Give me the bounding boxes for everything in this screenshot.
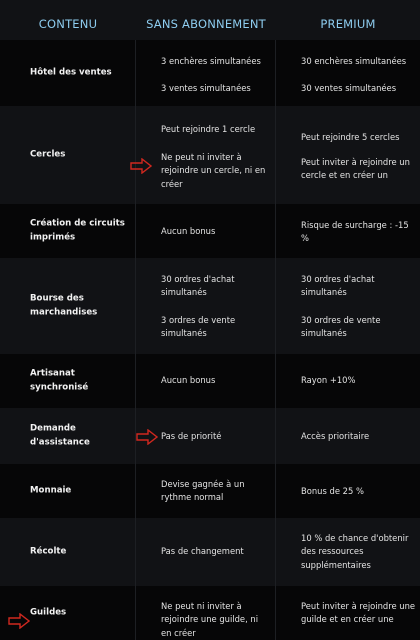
row-label: Cercles bbox=[30, 149, 66, 160]
column-header-content: CONTENU bbox=[38, 17, 98, 31]
premium-text: 30 ventes simultanées bbox=[301, 83, 397, 93]
table-row bbox=[0, 258, 420, 354]
free-text: Devise gagnée à un rythme normal bbox=[161, 479, 245, 503]
row-label: Artisanat synchronisé bbox=[30, 368, 89, 392]
free-cell bbox=[136, 258, 276, 354]
premium-cell bbox=[276, 106, 418, 204]
free-text: 30 ordres d'achat simultanés bbox=[161, 274, 235, 298]
row-label: Création de circuits imprimés bbox=[30, 218, 125, 242]
free-text: 3 ventes simultanées bbox=[161, 83, 251, 93]
row-label: Bourse des marchandises bbox=[30, 293, 98, 317]
free-text: Pas de changement bbox=[161, 546, 244, 556]
premium-text: 30 ordres de vente simultanés bbox=[301, 315, 381, 339]
premium-text: Accès prioritaire bbox=[301, 431, 370, 441]
table-header bbox=[0, 0, 420, 40]
column-header-premium: PREMIUM bbox=[320, 17, 376, 31]
premium-text: 30 ordres d'achat simultanés bbox=[301, 274, 375, 298]
row-label: Guildes bbox=[30, 607, 67, 618]
table-row bbox=[0, 464, 420, 518]
row-label: Monnaie bbox=[30, 485, 72, 496]
premium-text: Peut rejoindre 5 cercles bbox=[301, 132, 400, 142]
arrow-right-outline-icon bbox=[8, 613, 30, 629]
row-label: Récolte bbox=[30, 546, 67, 557]
table-row bbox=[0, 106, 420, 204]
premium-text: Peut inviter à rejoindre une guilde et en créer une bbox=[301, 601, 416, 625]
premium-text: 30 enchères simultanées bbox=[301, 56, 407, 66]
column-header-free: SANS ABONNEMENT bbox=[146, 17, 266, 31]
free-cell bbox=[136, 518, 276, 586]
free-text: Aucun bonus bbox=[161, 226, 216, 236]
free-text: Aucun bonus bbox=[161, 375, 216, 385]
free-text: Ne peut ni inviter à rejoindre une guilde, ni en créer bbox=[161, 601, 259, 638]
premium-text: Bonus de 25 % bbox=[301, 486, 364, 496]
table-row bbox=[0, 204, 420, 258]
premium-cell bbox=[276, 464, 418, 518]
premium-cell bbox=[276, 408, 418, 464]
row-label-cell bbox=[4, 586, 136, 640]
row-label-cell bbox=[4, 354, 136, 408]
free-cell bbox=[136, 464, 276, 518]
free-cell bbox=[136, 106, 276, 204]
premium-text: Peut inviter à rejoindre un cercle et en créer un bbox=[301, 157, 410, 181]
premium-cell bbox=[276, 586, 418, 640]
premium-cell bbox=[276, 258, 418, 354]
row-label-cell bbox=[4, 106, 136, 204]
table-row bbox=[0, 518, 420, 586]
free-cell bbox=[136, 408, 276, 464]
table-row bbox=[0, 408, 420, 464]
row-label-cell bbox=[4, 518, 136, 586]
free-cell bbox=[136, 586, 276, 640]
row-label: Hôtel des ventes bbox=[30, 67, 112, 78]
row-label-cell bbox=[4, 40, 136, 106]
free-cell bbox=[136, 40, 276, 106]
premium-cell bbox=[276, 40, 418, 106]
row-label-cell bbox=[4, 258, 136, 354]
free-text: Ne peut ni inviter à rejoindre un cercle, ni en créer bbox=[161, 152, 266, 189]
free-cell bbox=[136, 204, 276, 258]
free-text: Peut rejoindre 1 cercle bbox=[161, 124, 256, 134]
premium-cell bbox=[276, 518, 418, 586]
free-text: 3 enchères simultanées bbox=[161, 56, 261, 66]
row-label-cell bbox=[4, 408, 136, 464]
table-row bbox=[0, 40, 420, 106]
premium-cell bbox=[276, 204, 418, 258]
free-text: 3 ordres de vente simultanés bbox=[161, 315, 236, 339]
premium-text: 10 % de chance d'obtenir des ressources supplémentaires bbox=[301, 533, 409, 570]
free-cell bbox=[136, 354, 276, 408]
row-label: Demande d'assistance bbox=[30, 423, 90, 447]
free-text: Pas de priorité bbox=[161, 431, 222, 441]
premium-cell bbox=[276, 354, 418, 408]
row-label-cell bbox=[4, 464, 136, 518]
row-label-cell bbox=[4, 204, 136, 258]
premium-text: Rayon +10% bbox=[301, 375, 356, 385]
table-row bbox=[0, 586, 420, 640]
premium-text: Risque de surcharge : -15 % bbox=[301, 220, 409, 244]
table-row bbox=[0, 354, 420, 408]
